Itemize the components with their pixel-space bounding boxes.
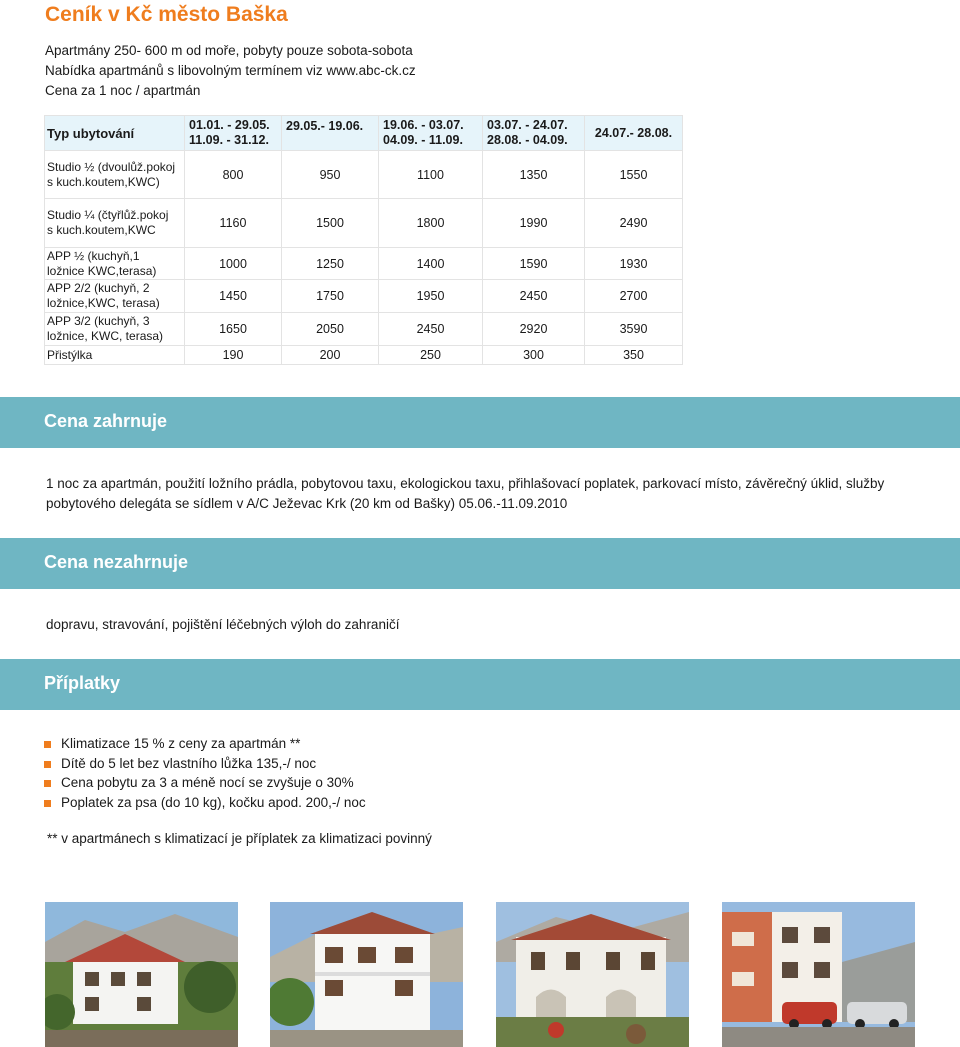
row-label: Přistýlka bbox=[45, 346, 185, 365]
photo-house-1 bbox=[45, 902, 238, 1047]
period-header: 03.07. - 24.07. 28.08. - 04.09. bbox=[483, 116, 585, 151]
price-cell: 2700 bbox=[585, 280, 683, 313]
intro-line: Apartmány 250- 600 m od moře, pobyty pouze sobota-sobota bbox=[45, 43, 413, 58]
price-cell: 350 bbox=[585, 346, 683, 365]
table-row bbox=[45, 313, 683, 346]
photo-house-4 bbox=[722, 902, 915, 1047]
price-cell: 1650 bbox=[185, 313, 282, 346]
price-cell: 1100 bbox=[379, 151, 483, 199]
price-cell: 2450 bbox=[379, 313, 483, 346]
list-item: Poplatek za psa (do 10 kg), kočku apod. 200,-/ noc bbox=[44, 793, 366, 813]
section-title: Příplatky bbox=[44, 673, 121, 693]
photo-house-2 bbox=[270, 902, 463, 1047]
bullet-icon bbox=[44, 780, 51, 787]
price-cell: 1750 bbox=[282, 280, 379, 313]
price-cell: 950 bbox=[282, 151, 379, 199]
price-cell: 1550 bbox=[585, 151, 683, 199]
price-cell: 1930 bbox=[585, 248, 683, 280]
row-label: Studio ½ (dvoulůž.pokoj s kuch.koutem,KWC) bbox=[45, 151, 185, 199]
page-title: Ceník v Kč město Baška bbox=[45, 3, 288, 26]
period-header: 01.01. - 29.05. 11.09. - 31.12. bbox=[185, 116, 282, 151]
price-cell: 1450 bbox=[185, 280, 282, 313]
price-cell: 1000 bbox=[185, 248, 282, 280]
extras-list bbox=[44, 734, 366, 812]
price-cell: 250 bbox=[379, 346, 483, 365]
photo-house-3 bbox=[496, 902, 689, 1047]
bullet-icon bbox=[44, 761, 51, 768]
table-row bbox=[45, 280, 683, 313]
table-header-row bbox=[45, 116, 683, 151]
intro-text bbox=[45, 41, 416, 101]
price-cell: 190 bbox=[185, 346, 282, 365]
excluded-text: dopravu, stravování, pojištění léčebných výloh do zahraničí bbox=[46, 617, 400, 632]
price-cell: 1250 bbox=[282, 248, 379, 280]
price-cell: 1350 bbox=[483, 151, 585, 199]
price-cell: 2920 bbox=[483, 313, 585, 346]
price-cell: 3590 bbox=[585, 313, 683, 346]
price-cell: 2050 bbox=[282, 313, 379, 346]
section-band-included bbox=[0, 397, 960, 448]
price-table bbox=[44, 115, 683, 365]
period-header: 29.05.- 19.06. bbox=[282, 116, 379, 151]
section-band-excluded bbox=[0, 538, 960, 589]
price-cell: 200 bbox=[282, 346, 379, 365]
row-label: Studio ¼ (čtyřlůž.pokoj s kuch.koutem,KWC bbox=[45, 199, 185, 248]
row-label: APP 2/2 (kuchyň, 2 ložnice,KWC, terasa) bbox=[45, 280, 185, 313]
bullet-icon bbox=[44, 741, 51, 748]
intro-line: Cena za 1 noc / apartmán bbox=[45, 83, 201, 98]
footnote: ** v apartmánech s klimatizací je příplatek za klimatizaci povinný bbox=[47, 831, 432, 846]
intro-line: Nabídka apartmánů s libovolným termínem viz www.abc-ck.cz bbox=[45, 63, 416, 78]
table-row bbox=[45, 346, 683, 365]
period-header: 24.07.- 28.08. bbox=[585, 116, 683, 151]
price-cell: 1500 bbox=[282, 199, 379, 248]
price-cell: 1160 bbox=[185, 199, 282, 248]
table-row bbox=[45, 248, 683, 280]
list-item: Dítě do 5 let bez vlastního lůžka 135,-/ noc bbox=[44, 754, 366, 774]
price-cell: 2450 bbox=[483, 280, 585, 313]
price-cell: 1800 bbox=[379, 199, 483, 248]
row-label: APP 3/2 (kuchyň, 3 ložnice, KWC, terasa) bbox=[45, 313, 185, 346]
price-cell: 1950 bbox=[379, 280, 483, 313]
list-item: Cena pobytu za 3 a méně nocí se zvyšuje o 30% bbox=[44, 773, 366, 793]
section-band-extras bbox=[0, 659, 960, 710]
section-title: Cena nezahrnuje bbox=[44, 552, 189, 572]
price-cell: 300 bbox=[483, 346, 585, 365]
price-cell: 1590 bbox=[483, 248, 585, 280]
price-cell: 800 bbox=[185, 151, 282, 199]
price-cell: 1990 bbox=[483, 199, 585, 248]
row-label: APP ½ (kuchyň,1 ložnice KWC,terasa) bbox=[45, 248, 185, 280]
price-cell: 2490 bbox=[585, 199, 683, 248]
table-row bbox=[45, 199, 683, 248]
price-cell: 1400 bbox=[379, 248, 483, 280]
bullet-icon bbox=[44, 800, 51, 807]
period-header: 19.06. - 03.07. 04.09. - 11.09. bbox=[379, 116, 483, 151]
section-title: Cena zahrnuje bbox=[44, 411, 168, 431]
included-text: 1 noc za apartmán, použití ložního prádla, pobytovou taxu, ekologickou taxu, přihlašovací poplatek, parkovací místo, závěrečný úklid, služby pobytového delegáta se sídlem v A/C Ježevac Krk (20 km od Bašky) 05.06.-11.09.2010 bbox=[46, 476, 885, 511]
table-row bbox=[45, 151, 683, 199]
type-header: Typ ubytování bbox=[45, 116, 185, 151]
list-item: Klimatizace 15 % z ceny za apartmán ** bbox=[44, 734, 366, 754]
